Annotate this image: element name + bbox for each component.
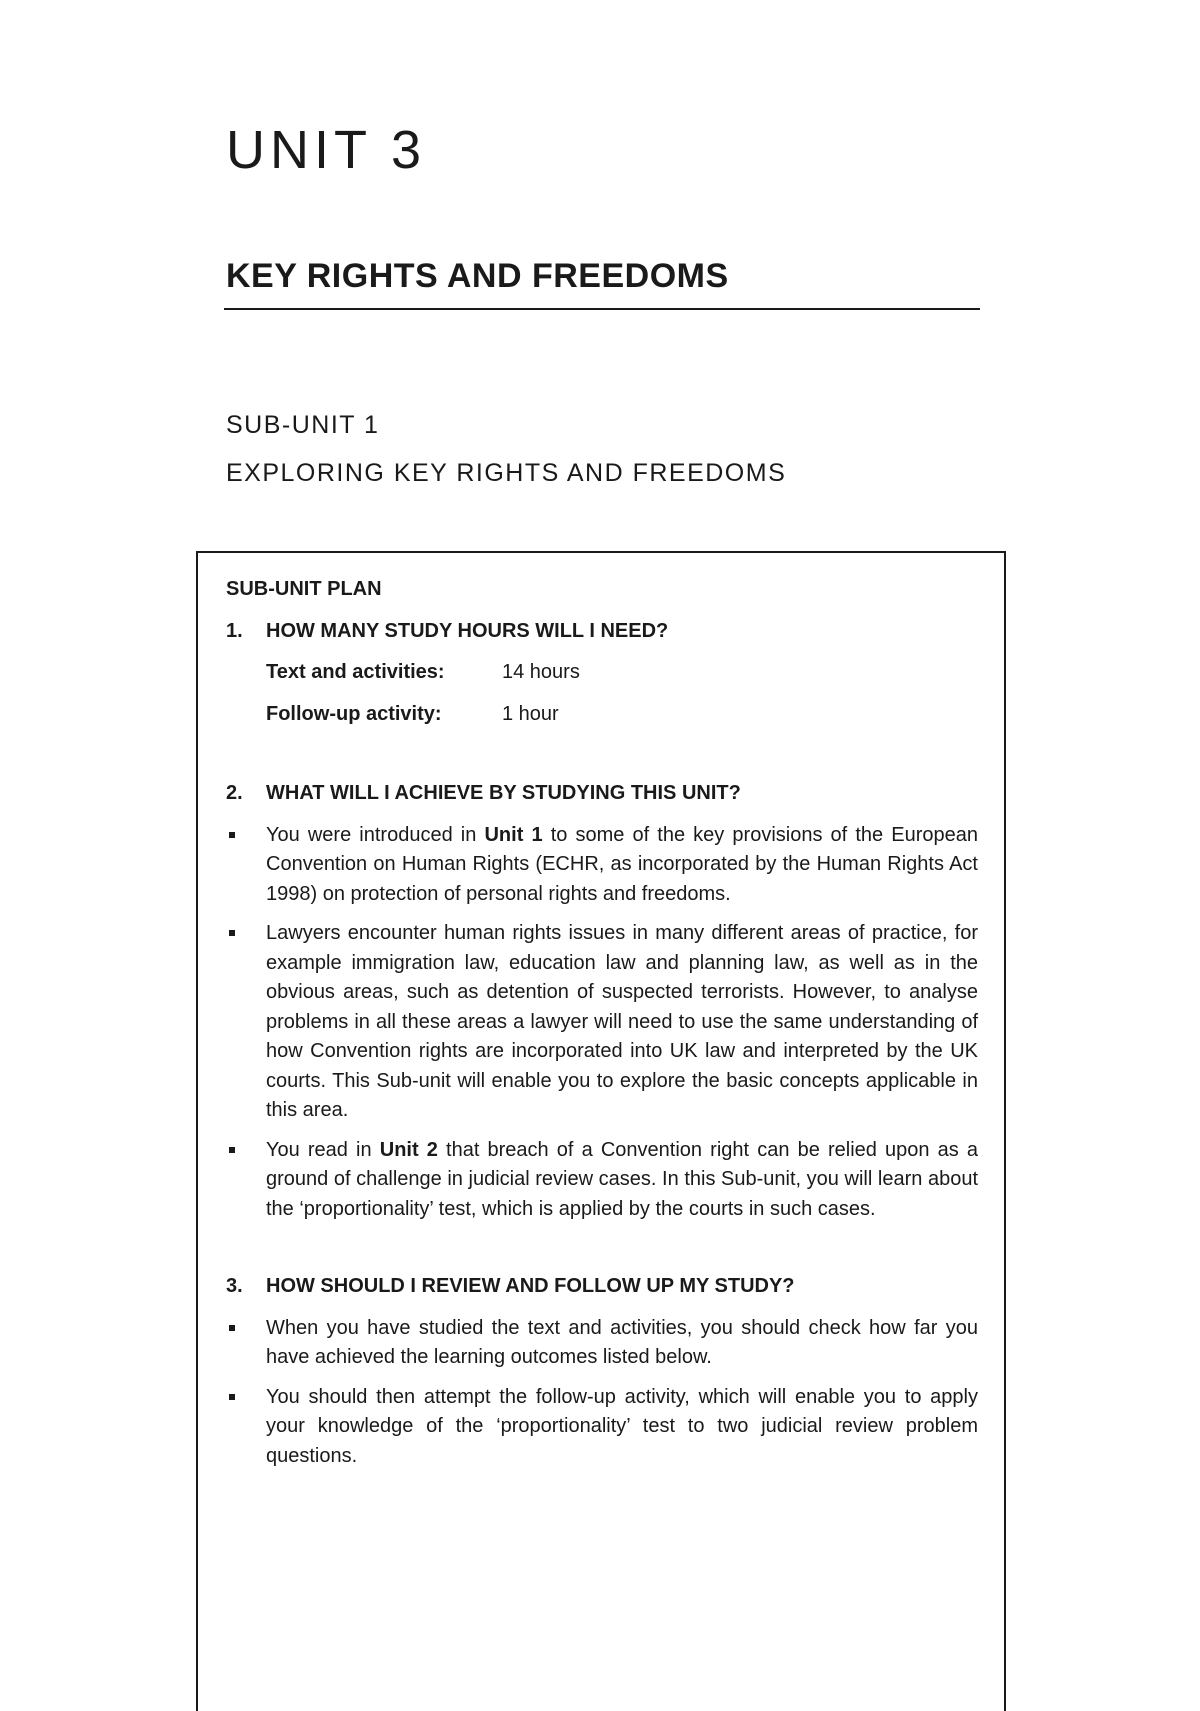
question-text: HOW SHOULD I REVIEW AND FOLLOW UP MY STUDY?: [266, 1275, 795, 1297]
unit-reference: Unit 2: [379, 1138, 438, 1161]
heading-divider: [224, 308, 980, 310]
bullet-icon: [226, 821, 266, 910]
bullet-icon: [226, 1314, 266, 1373]
question-1: [226, 617, 978, 647]
hours-label: Text and activities:: [266, 661, 445, 683]
question-number: 2.: [226, 782, 243, 804]
bullet-text: Lawyers encounter human rights issues in many different areas of practice, for example immigration law, education law and planning law, as well as in the obvious areas, such as detention of suspected terrorists. However, to analyse problems in all these areas a lawyer will need to use the same understanding of how Convention rights are incorporated into UK law and interpreted by the UK courts. This Sub-unit will enable you to explore the basic concepts applicable in this area.: [266, 922, 978, 1121]
list-item: [226, 919, 978, 1126]
hours-label: Follow-up activity:: [266, 702, 442, 725]
question-number: 1.: [226, 619, 243, 642]
hours-row: [226, 658, 978, 688]
list-item: [226, 1314, 978, 1373]
hours-row: [226, 700, 978, 730]
bullet-text: You should then attempt the follow-up activity, which will enable you to apply your knowledge of the ‘proportionality’ test to two judicial review problem questions.: [266, 1385, 978, 1467]
bullet-icon: [226, 1136, 266, 1225]
list-item: [226, 821, 978, 910]
subunit-plan-content: [226, 575, 978, 1481]
subunit-label: SUB-UNIT 1: [226, 411, 380, 439]
bullet-text: You were introduced in Unit 1 to some of the key provisions of the European Convention on Human Rights (ECHR, as incorporated by the Human Rights Act 1998) on protection of personal rights and freedoms.: [266, 823, 978, 905]
bullet-icon: [226, 1383, 266, 1472]
bullet-text: When you have studied the text and activities, you should check how far you have achieved the learning outcomes listed below.: [266, 1316, 978, 1368]
subunit-title: EXPLORING KEY RIGHTS AND FREEDOMS: [226, 459, 787, 487]
subunit-plan-box: [196, 551, 1006, 1711]
question-text: HOW MANY STUDY HOURS WILL I NEED?: [266, 619, 669, 642]
hours-value: 1 hour: [502, 702, 559, 725]
question-number: 3.: [226, 1275, 243, 1297]
question-3: [226, 1272, 978, 1302]
unit-title: UNIT 3: [226, 120, 427, 180]
bullet-text: You read in Unit 2 that breach of a Convention right can be relied upon as a ground of challenge in judicial review cases. In this Sub-unit, you will learn about the ‘proportionality’ test, which is applied by the courts in such cases.: [266, 1138, 979, 1220]
plan-title: SUB-UNIT PLAN: [226, 578, 382, 600]
unit-reference: Unit 1: [484, 823, 543, 846]
question-text: WHAT WILL I ACHIEVE BY STUDYING THIS UNIT?: [266, 782, 741, 804]
list-item: [226, 1383, 978, 1472]
bullet-icon: [226, 919, 266, 1126]
unit-heading: KEY RIGHTS AND FREEDOMS: [226, 257, 729, 295]
list-item: [226, 1136, 978, 1225]
question-2: [226, 779, 978, 809]
hours-value: 14 hours: [502, 661, 580, 683]
